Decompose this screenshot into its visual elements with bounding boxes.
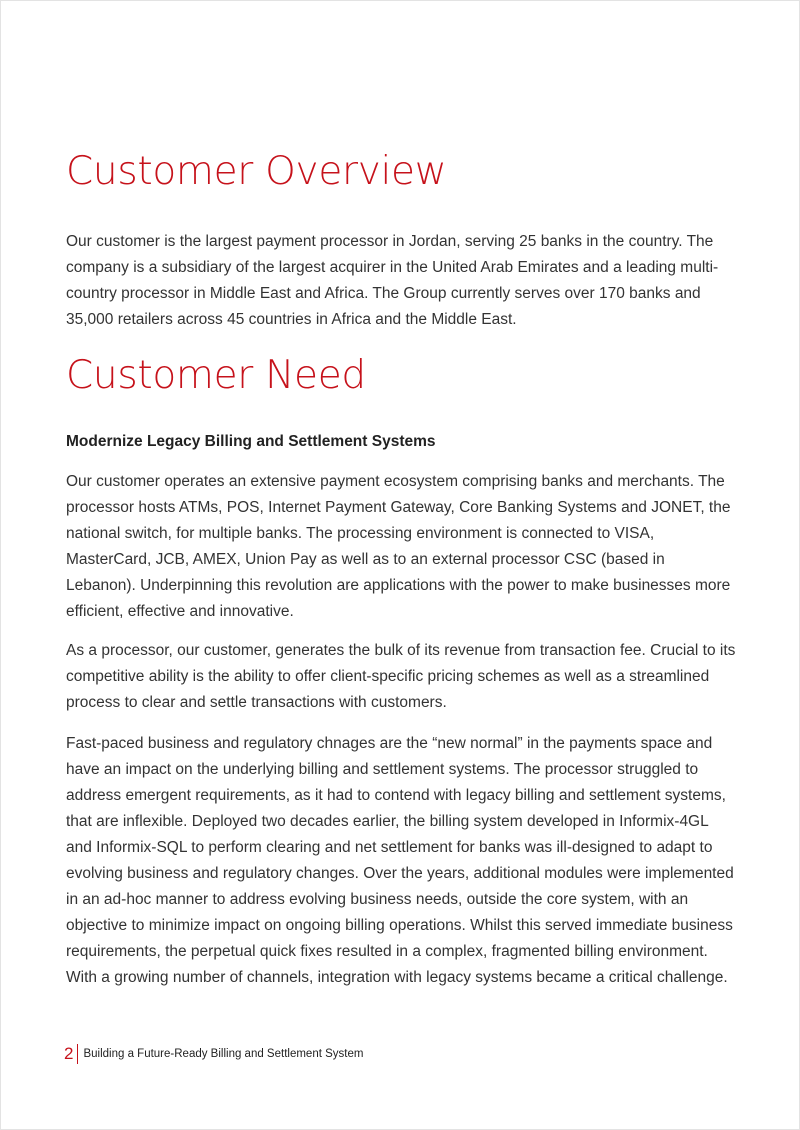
- page-footer: [64, 1043, 363, 1065]
- section-title-customer-need: Customer Need: [66, 353, 366, 398]
- need-paragraph-3: Fast-paced business and regulatory chnages are the “new normal” in the payments space and have an impact on the underlying billing and settlement systems. The processor struggled to address emergent requirements, as it had to contend with legacy billing and settlement systems, that are inflexible. Deployed two decades earlier, the billing system developed in Informix-4GL and Informix-SQL to perform clearing and net settlement for banks was ill-designed to adapt to evolving business and regulatory changes. Over the years, additional modules were implemented in an ad-hoc manner to address evolving business needs, outside the core system, with an objective to minimize impact on ongoing billing operations. Whilst this served immediate business requirements, the perpetual quick fixes resulted in a complex, fragmented billing environment. With a growing number of channels, integration with legacy systems became a critical challenge.: [66, 735, 734, 986]
- need-paragraph-2: As a processor, our customer, generates the bulk of its revenue from transaction fee. Crucial to its competitive ability is the ability to offer client-specific pricing schemes as well as a streamlined process to clear and settle transactions with customers.: [66, 642, 736, 711]
- need-paragraph-1: Our customer operates an extensive payment ecosystem comprising banks and merchants. The processor hosts ATMs, POS, Internet Payment Gateway, Core Banking Systems and JONET, the national switch, for multiple banks. The processing environment is connected to VISA, MasterCard, JCB, AMEX, Union Pay as well as to an external processor CSC (based in Lebanon). Underpinning this revolution are applications with the power to make businesses more efficient, effective and innovative.: [66, 473, 731, 620]
- page-number: 2: [64, 1044, 78, 1064]
- overview-paragraph: Our customer is the largest payment processor in Jordan, serving 25 banks in the country. The company is a subsidiary of the largest acquirer in the United Arab Emirates and a leading multi-country processor in Middle East and Africa. The Group currently serves over 170 banks and 35,000 retailers across 45 countries in Africa and the Middle East.: [66, 233, 719, 328]
- need-subheading: Modernize Legacy Billing and Settlement Systems: [66, 433, 436, 450]
- section-title-customer-overview: Customer Overview: [66, 149, 447, 194]
- footer-document-title: Building a Future-Ready Billing and Settlement System: [83, 1048, 364, 1060]
